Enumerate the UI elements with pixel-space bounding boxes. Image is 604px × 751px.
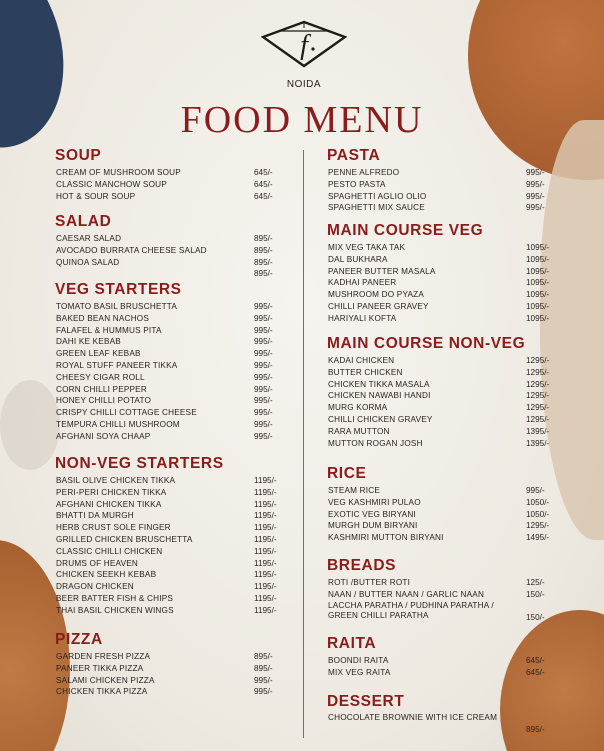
menu-item-price: 1195/- [254, 487, 277, 497]
menu-item [327, 167, 557, 179]
menu-item-name: PESTO PASTA [328, 179, 386, 189]
menu-item [55, 581, 295, 593]
menu-item-price: 150/- [526, 612, 545, 622]
menu-section-main-course-veg [327, 221, 557, 325]
menu-item-name: CAESAR SALAD [56, 234, 122, 243]
menu-item-name: CHICKEN SEEKH KEBAB [56, 570, 157, 580]
menu-item-name: ROTI /BUTTER ROTI [328, 578, 411, 587]
menu-item-name: HONEY CHILLI POTATO [56, 396, 152, 406]
menu-item-price: 1295/- [526, 403, 550, 413]
section-heading: PASTA [327, 147, 381, 164]
menu-item [327, 520, 557, 532]
menu-item-name: STEAM RICE [328, 486, 381, 495]
menu-item-price: 1050/- [526, 509, 550, 519]
menu-item-price: 1095/- [526, 254, 550, 264]
menu-item-price: 995/- [254, 313, 273, 323]
menu-item [55, 569, 295, 581]
menu-item [327, 532, 557, 544]
menu-item-price: 1195/- [254, 499, 277, 509]
menu-item-name: AFGHANI SOYA CHAAP [56, 431, 151, 441]
menu-item-name: AFGHANI CHICKEN TIKKA [56, 499, 162, 509]
menu-item-price: 895/- [254, 663, 273, 673]
section-heading: NON-VEG STARTERS [55, 455, 224, 472]
menu-item-price: 1095/- [526, 266, 550, 276]
menu-item [327, 667, 557, 679]
menu-item [327, 289, 557, 301]
menu-item [55, 407, 295, 419]
menu-item [327, 601, 557, 623]
logo-label: NOIDA [286, 79, 322, 90]
menu-item [55, 360, 295, 372]
menu-item-name: RARA MUTTON [328, 426, 390, 436]
menu-item-price: 995/- [254, 349, 273, 359]
menu-item-name: BOONDI RAITA [328, 656, 389, 665]
menu-item-price: 1295/- [526, 379, 550, 389]
menu-item-name: CLASSIC MANCHOW SOUP [56, 179, 167, 189]
menu-item-price: 1195/- [254, 570, 277, 580]
menu-item-name: SPAGHETTI MIX SAUCE [328, 203, 425, 213]
menu-item [55, 522, 295, 534]
menu-item-name: SALAMI CHICKEN PIZZA [56, 675, 155, 685]
menu-item-price: 1195/- [254, 476, 277, 485]
menu-item [55, 268, 295, 280]
menu-item [327, 509, 557, 521]
menu-section-pizza [55, 630, 295, 698]
menu-item-price: 995/- [254, 675, 273, 685]
menu-item [55, 348, 295, 360]
menu-item [327, 589, 557, 601]
menu-item [327, 355, 557, 367]
menu-item-name: CHICKEN TIKKA MASALA [328, 379, 430, 389]
menu-item-name: CHOCOLATE BROWNIE WITH ICE CREAM [328, 713, 498, 722]
menu-item [55, 301, 295, 313]
menu-item-price: 895/- [254, 269, 273, 279]
menu-item [327, 266, 557, 278]
menu-item [327, 485, 557, 497]
menu-item-name: PENNE ALFREDO [328, 168, 400, 177]
section-heading: BREADS [327, 557, 397, 574]
menu-item-price: 1295/- [526, 391, 550, 401]
menu-item [327, 438, 557, 450]
menu-item-name: BEER BATTER FISH & CHIPS [56, 593, 174, 603]
menu-item-name: CHILLI CHICKEN GRAVEY [328, 414, 433, 424]
menu-item-price: 1395/- [526, 426, 550, 436]
menu-item [327, 426, 557, 438]
menu-item-name: CHICKEN NAWABI HANDI [328, 391, 431, 401]
menu-item-name: TOMATO BASIL BRUSCHETTA [56, 302, 178, 311]
menu-item-price: 995/- [254, 408, 273, 418]
menu-item-price: 1395/- [526, 438, 550, 448]
menu-section-rice [327, 464, 557, 544]
menu-item-price: 995/- [526, 203, 545, 213]
menu-item-name: GREEN LEAF KEBAB [56, 349, 141, 359]
menu-item-price: 995/- [254, 302, 273, 311]
menu-item-name: MURG KORMA [328, 403, 388, 413]
menu-item-price: 1295/- [526, 521, 550, 531]
menu-item-name: KADAI CHICKEN [328, 356, 395, 365]
menu-item-name: CRISPY CHILLI COTTAGE CHEESE [56, 408, 197, 418]
menu-item [327, 191, 557, 203]
section-heading: DESSERT [327, 693, 405, 710]
menu-item [327, 254, 557, 266]
menu-item-price: 1095/- [526, 290, 550, 300]
menu-item-name: LACCHA PARATHA / PUDHINA PARATHA / GREEN CHILLI PARATHA [328, 600, 494, 620]
menu-item-price: 995/- [254, 337, 273, 347]
menu-item-price: 1195/- [254, 546, 277, 556]
menu-section-raita [327, 634, 557, 679]
page-title: FOOD MENU [180, 99, 424, 141]
section-heading: VEG STARTERS [55, 281, 182, 298]
menu-item [327, 379, 557, 391]
menu-item-name: DAHI KE KEBAB [56, 337, 121, 347]
menu-item-name: BASIL OLIVE CHICKEN TIKKA [56, 476, 176, 485]
menu-item-name: VEG KASHMIRI PULAO [328, 497, 421, 507]
menu-item-name: DRUMS OF HEAVEN [56, 558, 138, 568]
menu-item-price: 1195/- [254, 605, 277, 615]
menu-item-name: CORN CHILLI PEPPER [56, 384, 147, 394]
menu-item-name: CHEESY CIGAR ROLL [56, 372, 145, 382]
menu-section-pasta [327, 146, 557, 214]
menu-item [55, 191, 295, 203]
menu-item [327, 497, 557, 509]
menu-item-price: 1295/- [526, 367, 550, 377]
menu-item-price: 995/- [254, 325, 273, 335]
menu-item-name: CHICKEN TIKKA PIZZA [56, 687, 148, 697]
menu-item-price: 1295/- [526, 414, 550, 424]
menu-item [327, 390, 557, 402]
menu-item-name: HARIYALI KOFTA [328, 313, 397, 323]
menu-item-price: 1050/- [526, 497, 550, 507]
menu-item-name: KASHMIRI MUTTON BIRYANI [328, 533, 444, 543]
menu-item [327, 179, 557, 191]
menu-item-name: ROYAL STUFF PANEER TIKKA [56, 360, 178, 370]
menu-item-price: 1195/- [254, 558, 277, 568]
brand-logo-icon [261, 20, 347, 68]
menu-item-name: MUTTON ROGAN JOSH [328, 438, 423, 448]
menu-item [55, 675, 295, 687]
menu-item [55, 605, 295, 617]
menu-item-name: MIX VEG RAITA [328, 667, 391, 677]
menu-item-price: 645/- [526, 667, 545, 677]
section-heading: RAITA [327, 635, 377, 652]
menu-item-price: 1095/- [526, 243, 550, 252]
menu-item [327, 414, 557, 426]
menu-item [55, 510, 295, 522]
menu-item-name: PERI-PERI CHICKEN TIKKA [56, 487, 167, 497]
menu-item [327, 277, 557, 289]
section-heading: MAIN COURSE NON-VEG [327, 335, 526, 352]
menu-item [55, 534, 295, 546]
section-heading: PIZZA [55, 631, 103, 648]
menu-item-name: DRAGON CHICKEN [56, 582, 134, 592]
menu-item [55, 558, 295, 570]
menu-item-name: THAI BASIL CHICKEN WINGS [56, 605, 174, 615]
menu-item-price: 1095/- [526, 278, 550, 288]
menu-item-name: NAAN / BUTTER NAAN / GARLIC NAAN [328, 589, 485, 599]
logo-letter: f [300, 30, 308, 61]
menu-item [55, 233, 295, 245]
menu-item [55, 336, 295, 348]
menu-item [55, 167, 295, 179]
menu-item-name: AVOCADO BURRATA CHEESE SALAD [56, 245, 207, 255]
menu-item-name: CREAM OF MUSHROOM SOUP [56, 168, 181, 177]
menu-item-price: 125/- [526, 578, 545, 587]
menu-item-name: KADHAI PANEER [328, 278, 397, 288]
menu-item [327, 202, 557, 214]
menu-item-price: 1095/- [526, 313, 550, 323]
menu-item-price: 995/- [254, 384, 273, 394]
menu-item-price: 1195/- [254, 582, 277, 592]
menu-item-name: HOT & SOUR SOUP [56, 191, 136, 201]
menu-item [327, 367, 557, 379]
menu-item-price: 895/- [254, 234, 273, 243]
menu-item-price: 1295/- [526, 356, 550, 365]
menu-item-price: 995/- [254, 372, 273, 382]
menu-item-name: QUINOA SALAD [56, 257, 120, 267]
menu-item [327, 577, 557, 589]
menu-item-price: 895/- [254, 257, 273, 267]
menu-item [55, 179, 295, 191]
menu-item [55, 313, 295, 325]
menu-item-price: 895/- [526, 725, 545, 734]
menu-item-name: BAKED BEAN NACHOS [56, 313, 150, 323]
menu-section-breads [327, 556, 557, 623]
menu-item-price: 895/- [254, 652, 273, 661]
menu-item-price: 645/- [254, 191, 273, 201]
menu-item-price: 995/- [254, 431, 273, 441]
menu-section-main-course-non-veg [327, 334, 557, 449]
menu-item [55, 257, 295, 269]
menu-item [327, 301, 557, 313]
menu-item-name: HERB CRUST SOLE FINGER [56, 523, 171, 533]
column-divider [303, 150, 304, 738]
menu-section-veg-starters [55, 280, 295, 443]
menu-item [327, 402, 557, 414]
menu-item [55, 651, 295, 663]
menu-item-price: 645/- [254, 168, 273, 177]
menu-item-name: TEMPURA CHILLI MUSHROOM [56, 419, 180, 429]
menu-item-price: 1195/- [254, 523, 277, 533]
menu-item [327, 655, 557, 667]
menu-item [55, 245, 295, 257]
menu-item-name: PANEER BUTTER MASALA [328, 266, 436, 276]
menu-item-name: SPAGHETTI AGLIO OLIO [328, 191, 427, 201]
gray-paint-shape-left [0, 380, 60, 470]
menu-item [55, 487, 295, 499]
menu-item [55, 419, 295, 431]
menu-section-salad [55, 212, 295, 280]
menu-item [55, 546, 295, 558]
menu-item-name: BUTTER CHICKEN [328, 367, 403, 377]
menu-item [55, 384, 295, 396]
menu-item-price: 995/- [254, 419, 273, 429]
menu-item-name: MURGH DUM BIRYANI [328, 521, 418, 531]
menu-item-name: CLASSIC CHILLI CHICKEN [56, 546, 163, 556]
section-heading: MAIN COURSE VEG [327, 222, 484, 239]
menu-item-price: 1195/- [254, 534, 277, 544]
menu-item-price: 1195/- [254, 593, 277, 603]
menu-item-price: 995/- [526, 168, 545, 177]
menu-item-price: 995/- [526, 179, 545, 189]
menu-item [55, 499, 295, 511]
menu-item-price: 995/- [254, 360, 273, 370]
menu-item [327, 242, 557, 254]
menu-item-name: DAL BUKHARA [328, 254, 388, 264]
menu-item-name: MUSHROOM DO PYAZA [328, 290, 425, 300]
navy-paint-shape [0, 0, 89, 168]
menu-item-name: MIX VEG TAKA TAK [328, 243, 406, 252]
menu-item-price: 895/- [254, 245, 273, 255]
menu-item-name: PANEER TIKKA PIZZA [56, 663, 144, 673]
menu-item [55, 325, 295, 337]
menu-item-price: 150/- [526, 589, 545, 599]
menu-item [55, 372, 295, 384]
menu-item [55, 395, 295, 407]
menu-section-dessert [327, 692, 557, 735]
menu-item-name: GARDEN FRESH PIZZA [56, 652, 151, 661]
menu-item-price: 645/- [526, 656, 545, 665]
menu-item [327, 713, 557, 735]
menu-item-price: 1495/- [526, 533, 550, 543]
menu-item-name: BHATTI DA MURGH [56, 511, 134, 521]
menu-item-price: 1095/- [526, 301, 550, 311]
section-heading: SALAD [55, 213, 112, 230]
menu-item [55, 475, 295, 487]
menu-item [55, 431, 295, 443]
menu-section-non-veg-starters [55, 454, 295, 617]
menu-item [55, 663, 295, 675]
menu-item-price: 995/- [254, 687, 273, 697]
menu-item-price: 995/- [526, 191, 545, 201]
menu-item-name: FALAFEL & HUMMUS PITA [56, 325, 162, 335]
menu-item-price: 995/- [254, 396, 273, 406]
menu-item [55, 593, 295, 605]
menu-item-price: 645/- [254, 179, 273, 189]
menu-item-price: 995/- [526, 486, 545, 495]
section-heading: SOUP [55, 147, 102, 164]
menu-item-name: GRILLED CHICKEN BRUSCHETTA [56, 534, 193, 544]
menu-item [327, 313, 557, 325]
menu-item [55, 686, 295, 698]
section-heading: RICE [327, 465, 367, 482]
menu-item-name: CHILLI PANEER GRAVEY [328, 301, 429, 311]
menu-item-price: 1195/- [254, 511, 277, 521]
menu-item-name: EXOTIC VEG BIRYANI [328, 509, 416, 519]
menu-section-soup [55, 146, 295, 202]
